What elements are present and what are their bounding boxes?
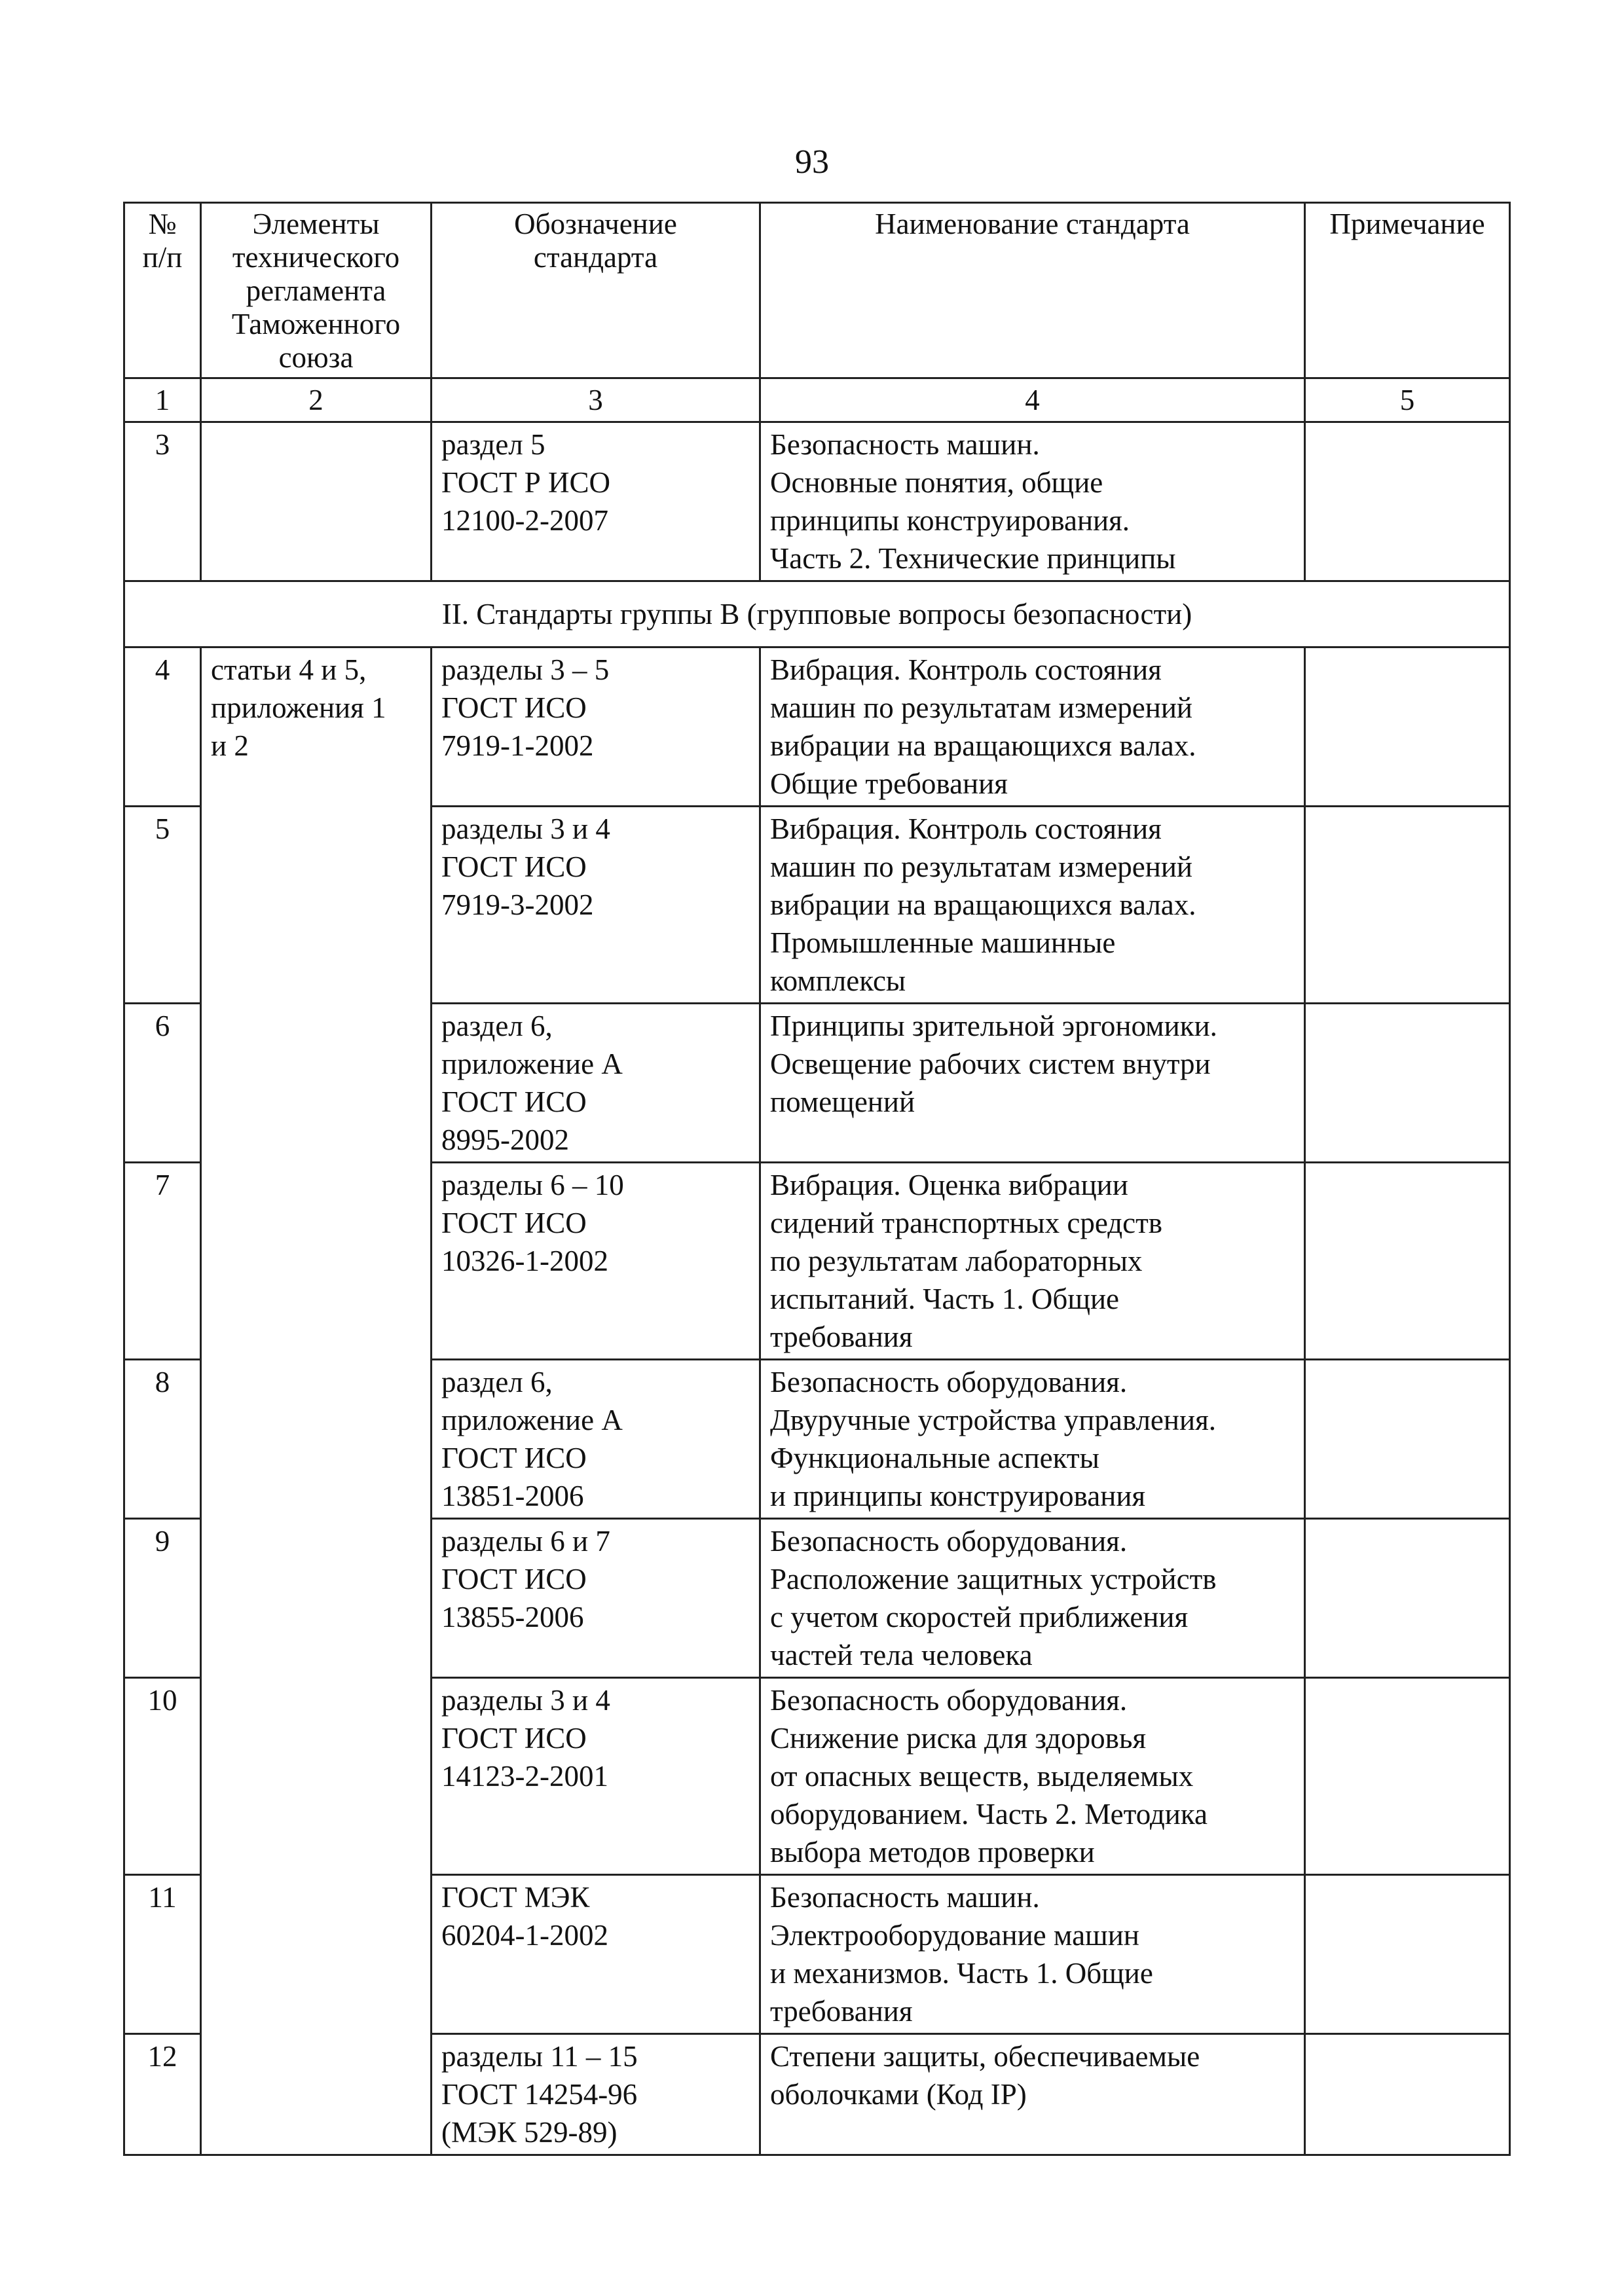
row-number: 6 [124,1004,201,1163]
row-standard-name: Степени защиты, обеспечиваемые оболочками (Код IP) [760,2034,1305,2155]
header-note: Примечание [1305,203,1510,378]
row-number: 3 [124,422,201,581]
row-standard-name: Безопасность машин. Основные понятия, общие принципы конструирования. Часть 2. Технические принципы [760,422,1305,581]
column-number: 5 [1305,378,1510,422]
row-number: 12 [124,2034,201,2155]
column-number: 4 [760,378,1305,422]
row-note [1305,647,1510,807]
row-designation: разделы 11 – 15 ГОСТ 14254-96 (МЭК 529-89) [432,2034,760,2155]
row-standard-name: Безопасность машин. Электрооборудование машин и механизмов. Часть 1. Общие требования [760,1875,1305,2034]
row-number: 10 [124,1678,201,1875]
row-note [1305,1519,1510,1678]
column-number: 1 [124,378,201,422]
row-designation: разделы 3 и 4 ГОСТ ИСО 7919-3-2002 [432,807,760,1004]
row-note [1305,422,1510,581]
header-standard-name: Наименование стандарта [760,203,1305,378]
column-number-row [124,378,1510,422]
table-row [124,647,1510,807]
row-element [201,422,432,581]
row-note [1305,1004,1510,1163]
row-number: 7 [124,1163,201,1360]
row-note [1305,1678,1510,1875]
row-designation: раздел 5 ГОСТ Р ИСО 12100-2-2007 [432,422,760,581]
row-standard-name: Принципы зрительной эргономики. Освещение рабочих систем внутри помещений [760,1004,1305,1163]
row-standard-name: Безопасность оборудования. Снижение риска для здоровья от опасных веществ, выделяемых оборудованием. Часть 2. Методика выбора методов проверки [760,1678,1305,1875]
row-note [1305,1875,1510,2034]
header-number: № п/п [124,203,201,378]
row-number: 5 [124,807,201,1004]
row-note [1305,807,1510,1004]
row-number: 9 [124,1519,201,1678]
row-note [1305,1163,1510,1360]
row-designation: разделы 6 – 10 ГОСТ ИСО 10326-1-2002 [432,1163,760,1360]
group-title: II. Стандарты группы В (групповые вопросы безопасности) [124,581,1510,647]
page-number: 93 [795,143,829,181]
group-regulation-element: статьи 4 и 5, приложения 1 и 2 [201,647,432,2155]
row-standard-name: Вибрация. Оценка вибрации сидений транспортных средств по результатам лабораторных испытаний. Часть 1. Общие требования [760,1163,1305,1360]
row-designation: разделы 3 и 4 ГОСТ ИСО 14123-2-2001 [432,1678,760,1875]
row-designation: ГОСТ МЭК 60204-1-2002 [432,1875,760,2034]
row-designation: разделы 3 – 5 ГОСТ ИСО 7919-1-2002 [432,647,760,807]
standards-table [123,202,1511,2156]
row-designation: раздел 6, приложение А ГОСТ ИСО 8995-2002 [432,1004,760,1163]
row-number: 11 [124,1875,201,2034]
row-designation: разделы 6 и 7 ГОСТ ИСО 13855-2006 [432,1519,760,1678]
header-row [124,203,1510,378]
header-regulation-elements: Элементы технического регламента Таможенного союза [201,203,432,378]
header-designation: Обозначение стандарта [432,203,760,378]
row-designation: раздел 6, приложение А ГОСТ ИСО 13851-2006 [432,1360,760,1519]
row-standard-name: Вибрация. Контроль состояния машин по результатам измерений вибрации на вращающихся валах. Общие требования [760,647,1305,807]
row-note [1305,1360,1510,1519]
row-standard-name: Безопасность оборудования. Двуручные устройства управления. Функциональные аспекты и принципы конструирования [760,1360,1305,1519]
row-number: 4 [124,647,201,807]
column-number: 2 [201,378,432,422]
column-number: 3 [432,378,760,422]
row-standard-name: Вибрация. Контроль состояния машин по результатам измерений вибрации на вращающихся валах. Промышленные машинные комплексы [760,807,1305,1004]
table-row [124,422,1510,581]
group-header-row [124,581,1510,647]
row-note [1305,2034,1510,2155]
row-standard-name: Безопасность оборудования. Расположение защитных устройств с учетом скоростей приближения частей тела человека [760,1519,1305,1678]
row-number: 8 [124,1360,201,1519]
